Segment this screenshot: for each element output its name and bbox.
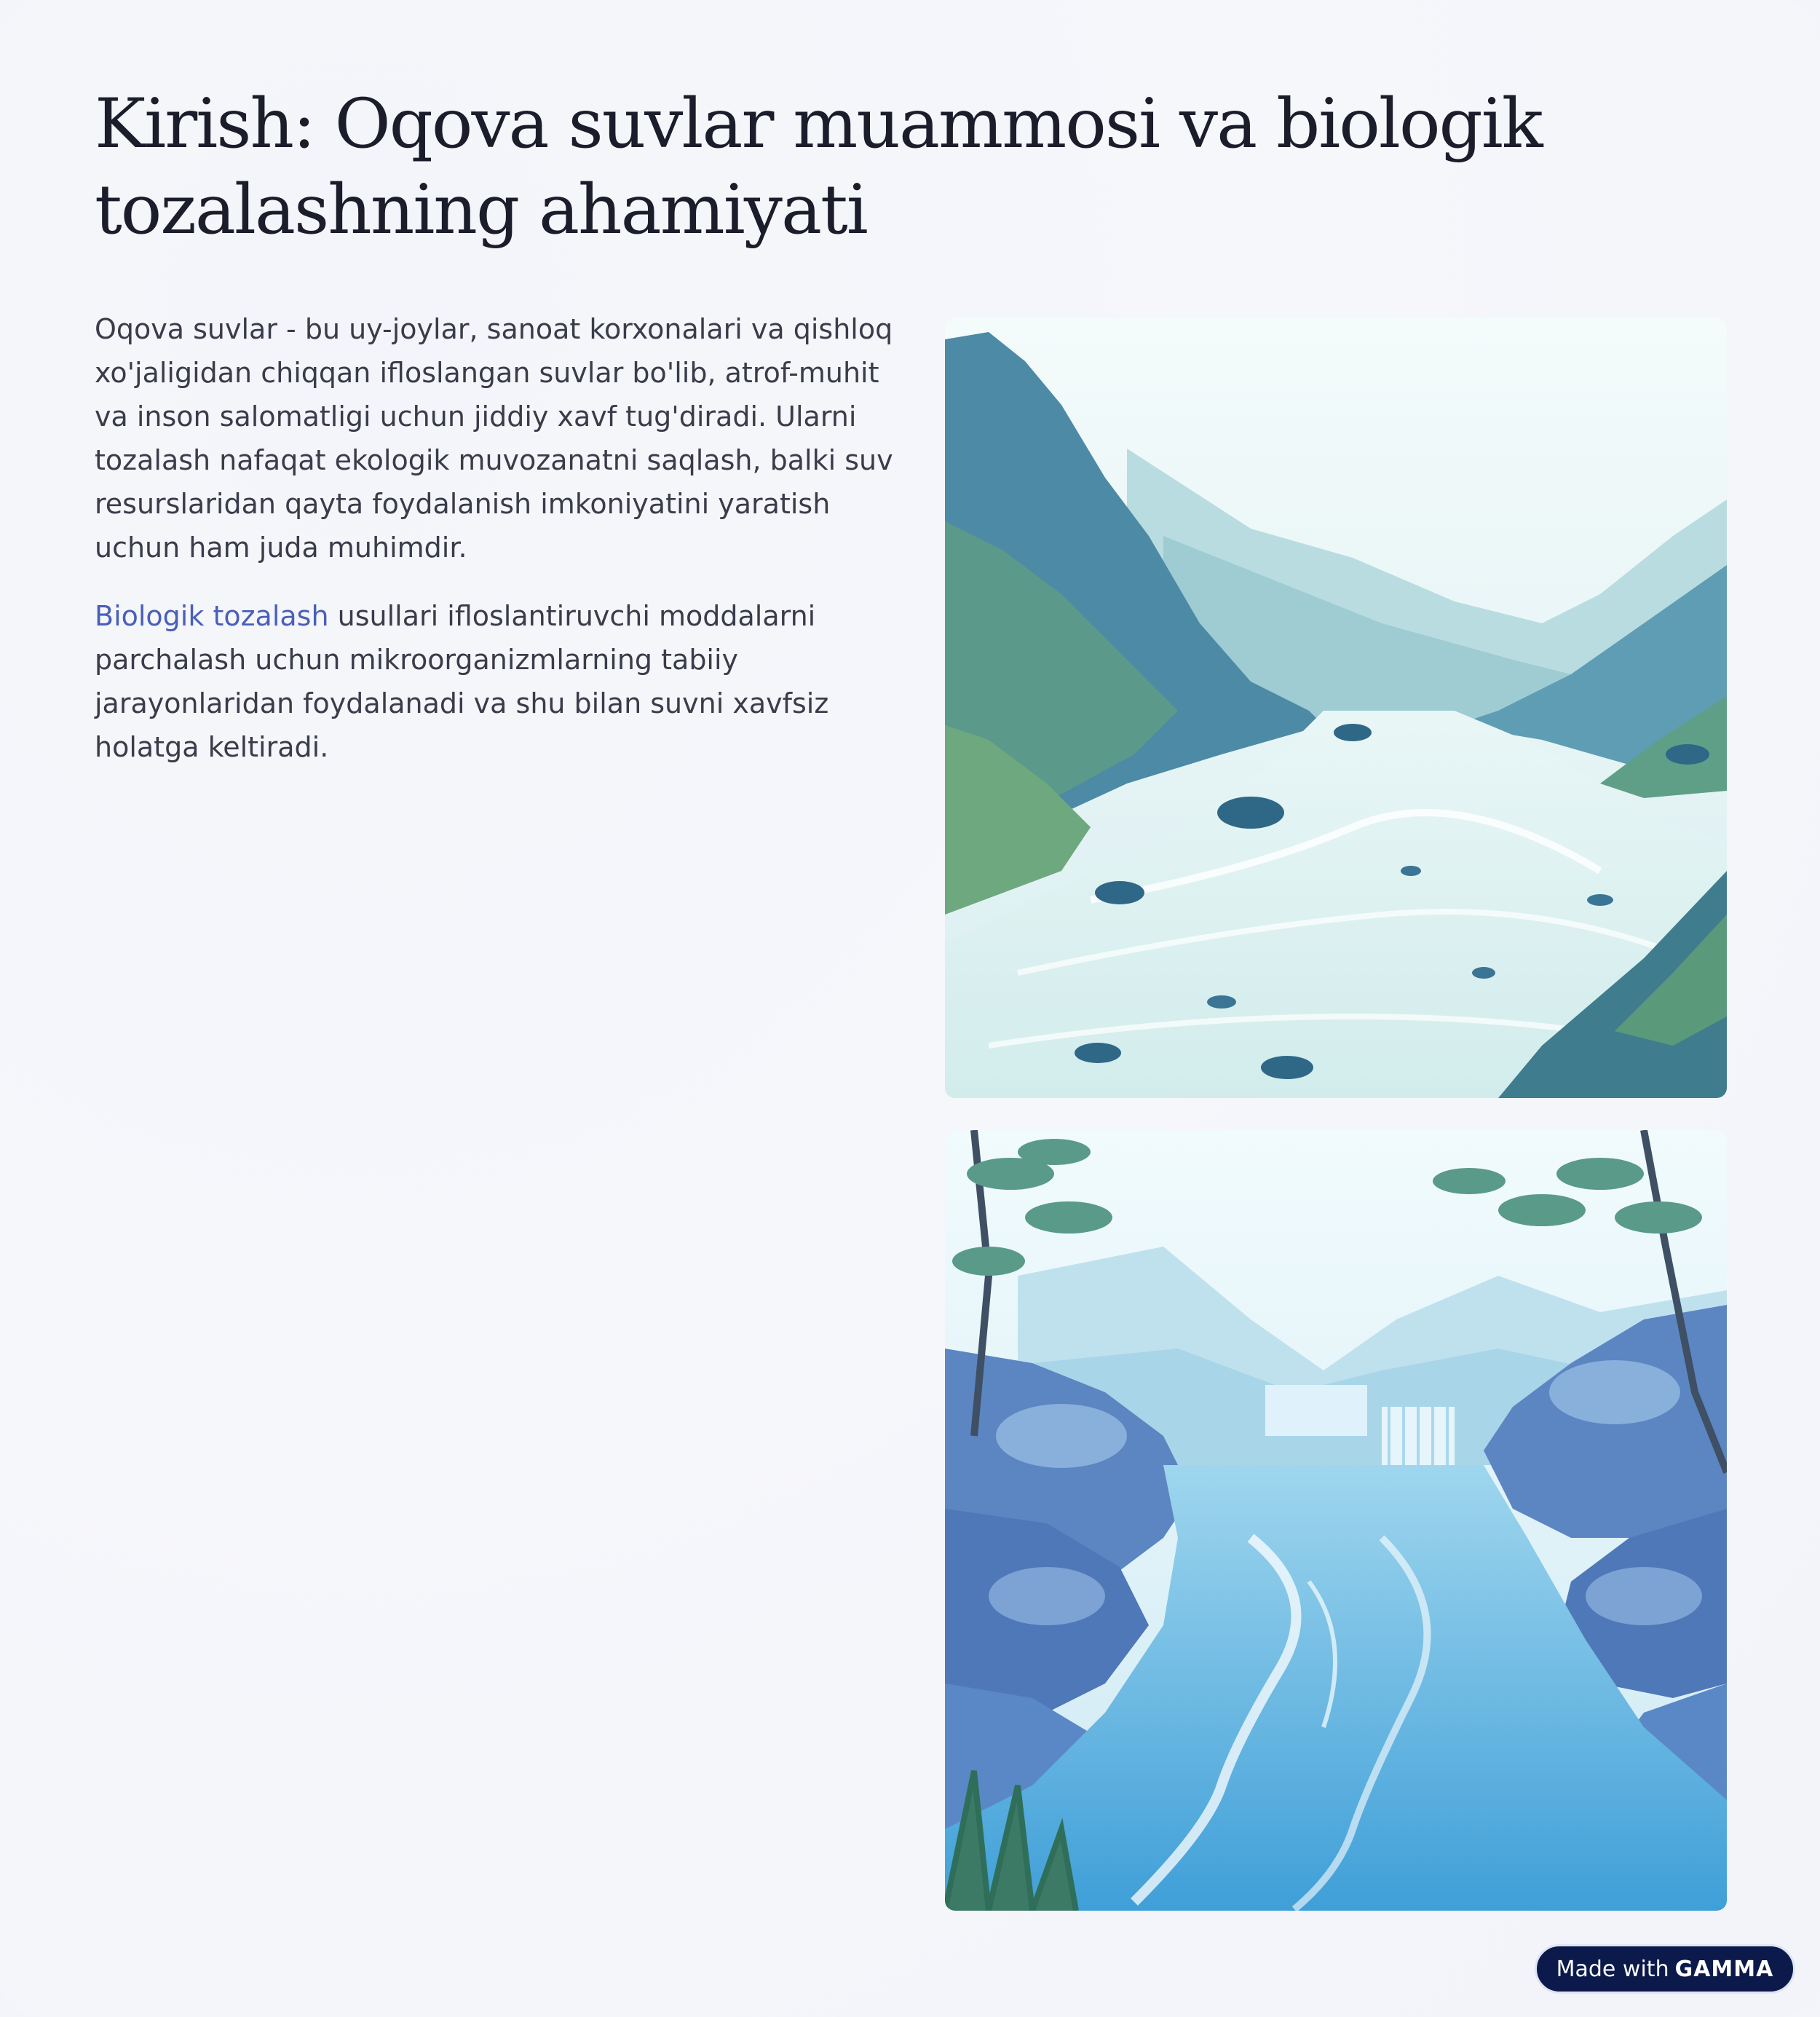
paragraph-biological xyxy=(95,594,895,769)
waterfall-stream-illustration xyxy=(945,1130,1727,1911)
paragraph-biological-text: usullari ifloslantiruvchi moddalarni parchalash uchun mikroorganizmlarning tabiiy jarayonlaridan foydalanadi va shu bilan suvni xavfsiz holatga keltiradi. xyxy=(95,600,829,763)
paragraph-intro: Oqova suvlar - bu uy-joylar, sanoat korxonalari va qishloq xo'jaligidan chiqqan ifloslangan suvlar bo'lib, atrof-muhit va inson salomatligi uchun jiddiy xavf tug'diradi. Ularni tozalash nafaqat ekologik muvozanatni saqlash, balki suv resurslaridan qayta foydalanish imkoniyatini yaratish uchun ham juda muhimdir. xyxy=(95,313,893,564)
mountain-river-image xyxy=(945,317,1727,1098)
page-title: Kirish: Oqova suvlar muammosi va biologik tozalashning ahamiyati xyxy=(95,84,1542,250)
biologik-tozalash-link[interactable]: Biologik tozalash xyxy=(95,600,329,632)
made-with-gamma-badge[interactable] xyxy=(1535,1944,1795,1994)
mountain-river-illustration xyxy=(945,317,1727,1098)
waterfall-stream-image xyxy=(945,1130,1727,1911)
badge-prefix: Made with xyxy=(1556,1956,1669,1982)
body-text xyxy=(95,307,895,794)
gamma-logo: GAMMA xyxy=(1674,1956,1774,1982)
